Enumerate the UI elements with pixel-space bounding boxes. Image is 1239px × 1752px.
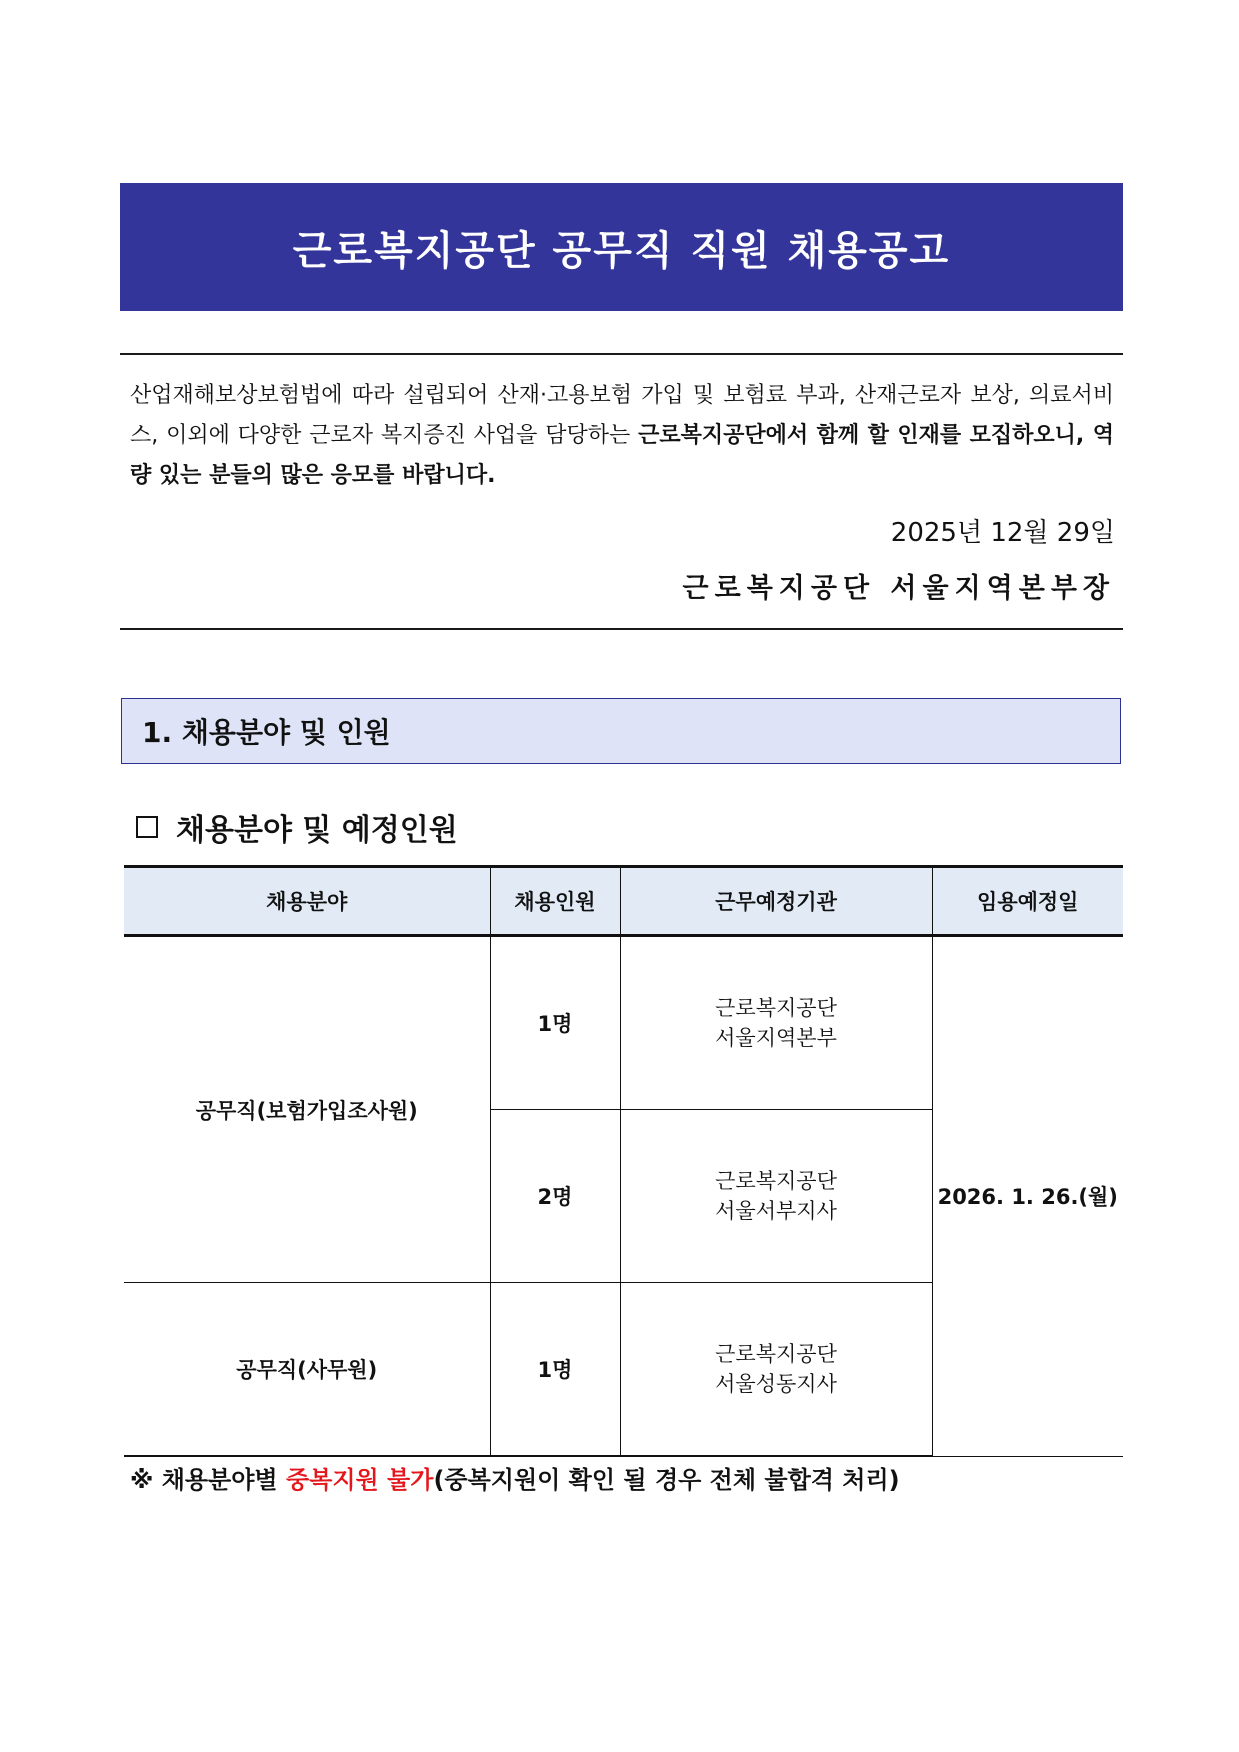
field-cell: 공무직(보험가입조사원) [124, 936, 490, 1283]
org-line2: 서울서부지사 [715, 1199, 837, 1223]
section-title: 1. 채용분야 및 인원 [142, 716, 391, 749]
org-line1: 근로복지공단 [715, 1342, 837, 1366]
section-heading [121, 698, 1121, 764]
header-field: 채용분야 [124, 867, 490, 936]
title-banner [120, 183, 1123, 311]
org-line2: 서울지역본부 [715, 1026, 837, 1050]
notice-suffix: (중복지원이 확인 될 경우 전체 불합격 처리) [433, 1466, 900, 1494]
signer: 근로복지공단 서울지역본부장 [682, 573, 1115, 604]
count-cell: 2명 [490, 1110, 620, 1283]
org-cell [620, 1283, 932, 1457]
org-line1: 근로복지공단 [715, 1169, 837, 1193]
header-org: 근무예정기관 [620, 867, 932, 936]
bottom-divider [120, 628, 1123, 630]
start-date-cell: 2026. 1. 26.(월) [932, 936, 1123, 1457]
checkbox-icon [136, 816, 158, 838]
intro-bold-text: 근로복지공단에서 함께 할 인재를 모집하오니, 역량 있는 분들의 많은 응모를 바랍니다. [130, 423, 1114, 488]
announcement-date: 2025년 12월 29일 [890, 518, 1115, 548]
org-line2: 서울성동지사 [715, 1372, 837, 1396]
org-line1: 근로복지공단 [715, 996, 837, 1020]
notice-highlight: 중복지원 불가 [285, 1466, 434, 1494]
page-title: 근로복지공단 공무직 직원 채용공고 [292, 227, 951, 274]
org-cell [620, 936, 932, 1110]
field-cell: 공무직(사무원) [124, 1283, 490, 1457]
count-cell: 1명 [490, 936, 620, 1110]
notice [130, 1460, 900, 1495]
notice-prefix: ※ 채용분야별 [130, 1466, 286, 1494]
recruitment-table [124, 865, 1123, 1457]
table-header-row [124, 867, 1123, 936]
subheading [136, 805, 458, 849]
table-row [124, 936, 1123, 1110]
top-divider [120, 353, 1123, 355]
header-count: 채용인원 [490, 867, 620, 936]
intro-text: 산업재해보상보험법에 따라 설립되어 산재·고용보험 가입 및 보험료 부과, 산재근로자 보상, 의료서비스, 이외에 다양한 근로자 복지증진 사업을 담당하는 [130, 383, 1114, 448]
org-cell [620, 1110, 932, 1283]
subheading-text: 채용분야 및 예정인원 [176, 813, 458, 848]
count-cell: 1명 [490, 1283, 620, 1457]
header-start-date: 임용예정일 [932, 867, 1123, 936]
intro-paragraph [130, 376, 1114, 496]
